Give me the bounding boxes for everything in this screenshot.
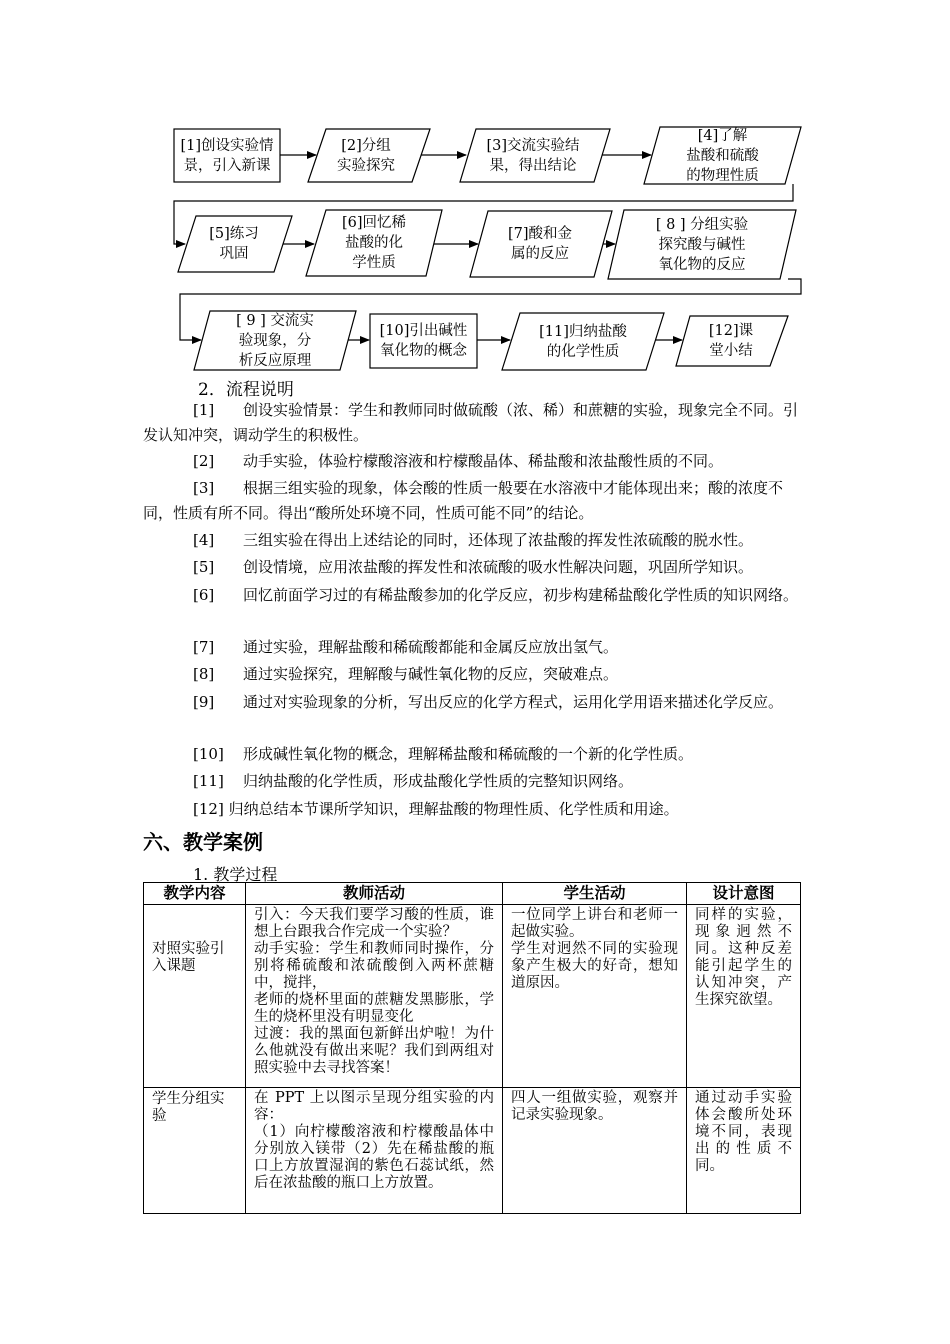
flow-item-4: [4] 三组实验在得出上述结论的同时，还体现了浓盐酸的挥发性浓硫酸的脱水性。 [193,531,754,549]
cell-student: 四人一组做实验，观察并记录实验现象。 [503,1088,687,1214]
cell-student: 一位同学上讲台和老师一起做实验。 学生对迥然不同的实验现象产生极大的好奇，想知道原因。 [503,905,687,1088]
flow-item-10: [10] 形成碱性氧化物的概念，理解稀盐酸和稀硫酸的一个新的化学性质。 [193,745,694,763]
flow-node-2: [2]分组 实验探究 [337,137,395,174]
flow-node-4: [4]了解 盐酸和硫酸 的物理性质 [686,127,759,184]
table-row [144,905,801,1088]
flowchart [0,0,950,380]
cell-intent: 通过动手实验体会酸所处环境不同，表现出的性质不同。 [687,1088,801,1214]
cell-content: 学生分组实验 [144,1088,246,1214]
flow-node-10: [10]引出碱性 氧化物的概念 [379,323,468,359]
flow-node-12: [12]课 堂小结 [708,323,754,359]
table-header-row [144,883,801,905]
header-design-intent: 设计意图 [687,883,801,905]
cell-intent: 同样的实验，现象迥然不同。这种反差能引起学生的认知冲突，产生探究欲望。 [687,905,801,1088]
flow-item-6: [6] 回忆前面学习过的有稀盐酸参加的化学反应，初步构建稀盐酸化学性质的知识网络。 [193,586,799,604]
flow-item-7: [7] 通过实验，理解盐酸和稀硫酸都能和金属反应放出氢气。 [193,638,619,656]
section-title-teaching-case: 六、教学案例 [143,830,263,854]
flow-node-9: [ 9 ] 交流实 验现象，分 析反应原理 [236,312,314,369]
header-content: 教学内容 [144,883,246,905]
cell-teacher: 引入：今天我们要学习酸的性质，谁想上台跟我合作完成一个实验？ 动手实验：学生和教师同时操作，分别将稀硫酸和浓硫酸倒入两杯蔗糖中，搅拌， 老师的烧杯里面的蔗糖发黑膨胀，学生的烧杯里没有明显变化 过渡：我的黑面包新鲜出炉啦！为什么他就没有做出来呢？我们到两组对照实验中去寻找答案！ [246,905,503,1088]
table-row [144,1088,801,1214]
flow-node-1: [1]创设实验情 景，引入新课 [180,137,274,174]
cell-content: 对照实验引入课题 [144,905,246,1088]
flow-node-11: [11]归纳盐酸 的化学性质 [539,323,627,360]
header-teacher-activity: 教师活动 [246,883,503,905]
flow-item-11: [11] 归纳盐酸的化学性质，形成盐酸化学性质的完整知识网络。 [193,772,634,790]
flow-node-7: [7]酸和金 属的反应 [507,226,573,262]
flow-item-8: [8] 通过实验探究，理解酸与碱性氧化物的反应，突破难点。 [193,665,619,683]
header-student-activity: 学生活动 [503,883,687,905]
flow-item-5: [5] 创设情境，应用浓盐酸的挥发性和浓硫酸的吸水性解决问题，巩固所学知识。 [193,558,754,576]
flow-item-1: [1] 创设实验情景：学生和教师同时做硫酸（浓、稀）和蔗糖的实验，现象完全不同。引发认知冲突，调动学生的积极性。 [143,401,799,444]
flow-node-6: [6]回忆稀 盐酸的化 学性质 [341,215,407,271]
teaching-process-table [143,882,801,1214]
flow-node-5: [5]练习 巩固 [209,226,259,262]
flow-node-3: [3]交流实验结 果，得出结论 [486,137,580,174]
section-title-flow-description: 2．流程说明 [198,380,294,400]
flow-item-12: [12] 归纳总结本节课所学知识，理解盐酸的物理性质、化学性质和用途。 [193,800,679,818]
flow-item-2: [2] 动手实验，体验柠檬酸溶液和柠檬酸晶体、稀盐酸和浓盐酸性质的不同。 [193,452,724,470]
flow-node-8: [ 8 ] 分组实验 探究酸与碱性 氧化物的反应 [655,216,749,273]
flow-item-9: [9] 通过对实验现象的分析，写出反应的化学方程式，运用化学用语来描述化学反应。 [193,693,784,711]
cell-teacher: 在 PPT 上以图示呈现分组实验的内容： （1）向柠檬酸溶液和柠檬酸晶体中分别放入镁带（2）先在稀盐酸的瓶口上方放置湿润的紫色石蕊试纸，然后在浓盐酸的瓶口上方放置。 [246,1088,503,1214]
subsection-title-teaching-process: 1. 教学过程 [193,865,278,884]
flow-item-3: [3] 根据三组实验的现象，体会酸的性质一般要在水溶液中才能体现出来；酸的浓度不同，性质有所不同。得出“酸所处环境不同，性质可能不同”的结论。 [143,479,784,522]
